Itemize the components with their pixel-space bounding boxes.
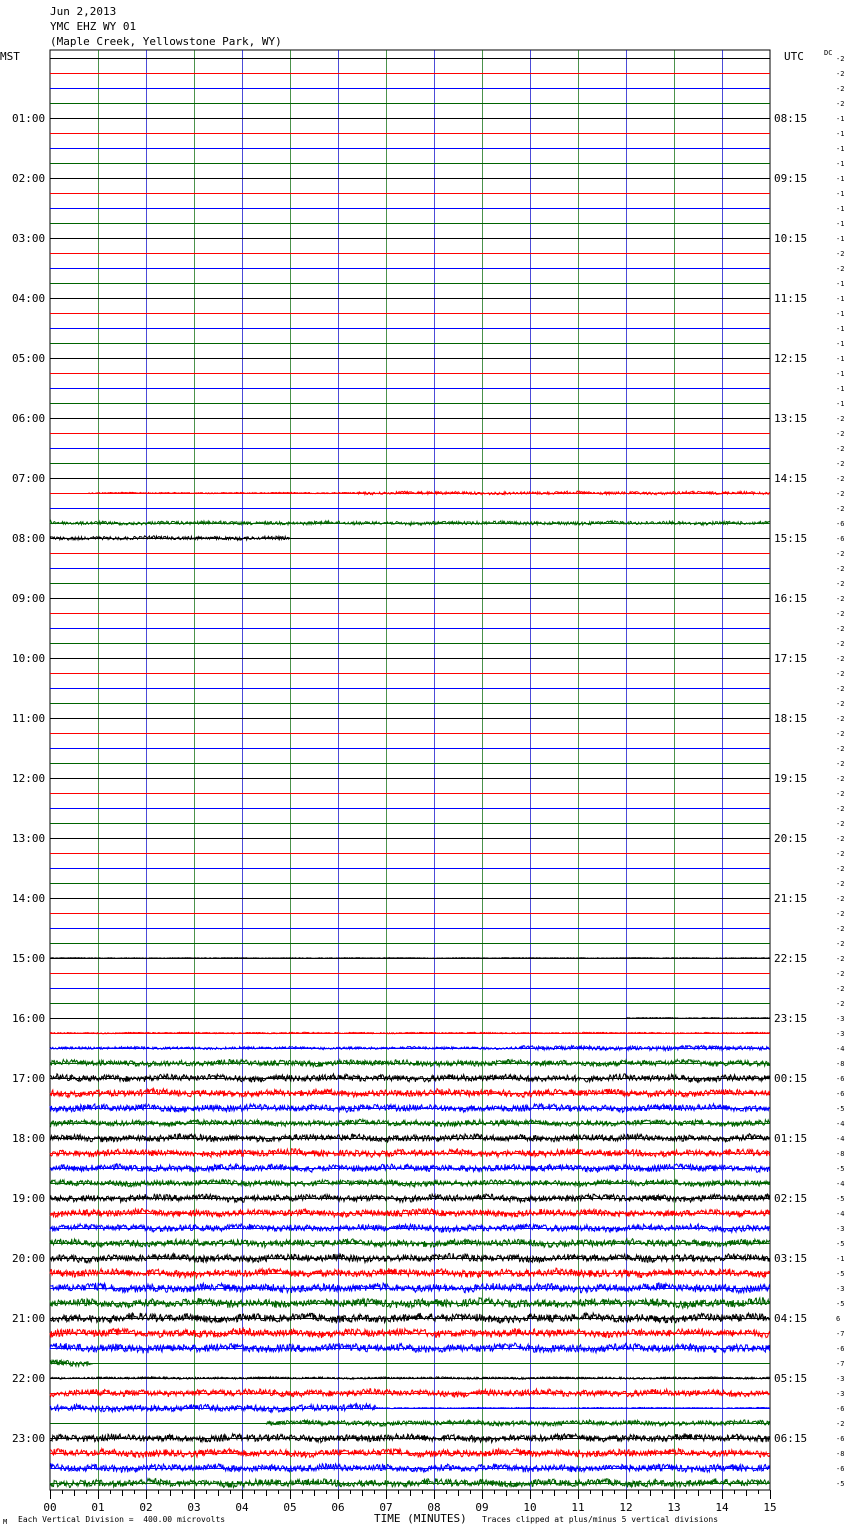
mst-hour-label: 23:00 [12,1432,46,1445]
dc-offset-label: -5 [836,1240,845,1248]
mst-hour-label: 07:00 [12,472,46,485]
dc-offset-label: -4 [836,1135,845,1143]
trace-signal [626,1018,770,1019]
dc-offset-label: -6 [836,1465,845,1473]
dc-offset-label: -2 [836,745,845,753]
dc-offset-label: -1 [836,400,845,408]
x-tick-label: 15 [763,1501,777,1514]
mst-hour-label: 21:00 [12,1312,46,1325]
dc-offset-label: -2 [836,460,845,468]
dc-offset-label: -5 [836,1195,845,1203]
trace-signal [50,1478,770,1487]
dc-offset-label: -2 [836,895,845,903]
right-timezone-label: UTC [784,50,804,63]
mst-hour-label: 05:00 [12,352,46,365]
dc-offset-label: -6 [836,1405,845,1413]
utc-hour-label: 17:15 [774,652,808,665]
dc-offset-label: -2 [836,970,845,978]
utc-hour-label: 16:15 [774,592,808,605]
trace-signal [357,491,769,495]
mst-hour-label: 20:00 [12,1252,46,1265]
trace-signal [50,1449,770,1458]
utc-hour-label: 14:15 [774,472,808,485]
mst-hour-label: 10:00 [12,652,46,665]
dc-offset-label: -1 [836,130,845,138]
dc-offset-label: -2 [836,550,845,558]
dc-offset-label: -6 [836,1345,845,1353]
dc-offset-label: -6 [836,520,845,528]
utc-hour-label: 22:15 [774,952,808,965]
utc-hour-label: 20:15 [774,832,808,845]
trace-signal [50,958,770,959]
dc-offset-label: -2 [836,70,845,78]
trace-signal [50,1209,770,1218]
dc-offset-label: -2 [836,85,845,93]
left-timezone-label: MST [0,50,20,63]
mst-hour-label: 14:00 [12,892,46,905]
trace-signal [50,1074,770,1082]
dc-offset-label: -2 [836,955,845,963]
dc-offset-label: -5 [836,1270,845,1278]
dc-offset-label: -1 [836,340,845,348]
dc-offset-label: -2 [836,910,845,918]
utc-hour-label: 19:15 [774,772,808,785]
dc-offset-label: -4 [836,1180,845,1188]
x-tick-label: 14 [715,1501,729,1514]
dc-offset-label: -5 [836,1165,845,1173]
x-tick-label: 07 [379,1501,393,1514]
dc-offset-label: -2 [836,715,845,723]
utc-hour-label: 01:15 [774,1132,808,1145]
dc-offset-label: -5 [836,1105,845,1113]
x-tick-label: 00 [43,1501,57,1514]
mst-hour-label: 18:00 [12,1132,46,1145]
dc-offset-label: -2 [836,55,845,63]
dc-offset-label: -2 [836,640,845,648]
dc-offset-label: -1 [836,190,845,198]
dc-offset-label: -2 [836,565,845,573]
dc-offset-label: -2 [836,820,845,828]
utc-hour-label: 12:15 [774,352,808,365]
mst-hour-label: 06:00 [12,412,46,425]
mst-hour-label: 12:00 [12,772,46,785]
dc-offset-label: -1 [836,145,845,153]
utc-hour-label: 09:15 [774,172,808,185]
trace-signal [50,1298,770,1308]
dc-offset-label: -3 [836,1225,845,1233]
dc-offset-label: -2 [836,940,845,948]
x-tick-label: 01 [91,1501,105,1514]
trace-signal [50,1089,770,1098]
utc-hour-label: 03:15 [774,1252,808,1265]
utc-hour-label: 08:15 [774,112,808,125]
dc-offset-label: -2 [836,265,845,273]
mst-hour-label: 04:00 [12,292,46,305]
dc-offset-label: -5 [836,1300,845,1308]
x-tick-label: 12 [619,1501,633,1514]
utc-hour-label: 11:15 [774,292,808,305]
dc-offset-label: -2 [836,250,845,258]
dc-offset-label: -1 [836,115,845,123]
dc-offset-label: -1 [836,1255,845,1263]
trace-signal [50,1059,770,1066]
dc-offset-label: -2 [836,610,845,618]
dc-offset-label: -2 [836,595,845,603]
mst-hour-label: 19:00 [12,1192,46,1205]
dc-offset-label: -2 [836,880,845,888]
x-tick-label: 10 [523,1501,537,1514]
trace-signal [50,1283,770,1293]
dc-offset-label: -4 [836,1210,845,1218]
utc-hour-label: 10:15 [774,232,808,245]
dc-offset-label: -1 [836,175,845,183]
dc-offset-label: -4 [836,1120,845,1128]
plot-date: Jun 2,2013 [50,5,117,18]
dc-offset-label: -1 [836,295,845,303]
dc-offset-label: -2 [836,100,845,108]
x-tick-label: 06 [331,1501,345,1514]
dc-label: DC [824,49,833,57]
dc-offset-label: -8 [836,1450,845,1458]
dc-offset-label: -3 [836,1285,845,1293]
dc-offset-label: -7 [836,1330,845,1338]
dc-offset-label: -8 [836,1150,845,1158]
dc-offset-label: -6 [836,1075,845,1083]
x-tick-label: 08 [427,1501,441,1514]
mst-hour-label: 15:00 [12,952,46,965]
mst-hour-label: 01:00 [12,112,46,125]
trace-signal [50,1164,770,1173]
utc-hour-label: 18:15 [774,712,808,725]
dc-offset-label: -2 [836,925,845,933]
trace-signal [50,536,289,540]
dc-offset-label: -2 [836,445,845,453]
dc-offset-label: -2 [836,865,845,873]
dc-offset-label: -1 [836,235,845,243]
dc-offset-label: -2 [836,985,845,993]
dc-offset-label: -2 [836,835,845,843]
dc-offset-label: -3 [836,1015,845,1023]
mst-hour-label: 17:00 [12,1072,46,1085]
mst-hour-label: 02:00 [12,172,46,185]
utc-hour-label: 04:15 [774,1312,808,1325]
utc-hour-label: 05:15 [774,1372,808,1385]
dc-offset-label: -6 [836,1435,845,1443]
dc-offset-label: -2 [836,670,845,678]
trace-signal [50,1360,93,1367]
mst-hour-label: 09:00 [12,592,46,605]
trace-signal [50,1149,770,1158]
scale-note: Each Vertical Division = 400.00 microvolts [18,1515,226,1524]
dc-offset-label: 6 [836,1315,841,1323]
dc-offset-label: -2 [836,685,845,693]
mst-hour-label: 16:00 [12,1012,46,1025]
dc-offset-label: -3 [836,1375,845,1383]
dc-offset-label: -2 [836,760,845,768]
x-tick-label: 03 [187,1501,201,1514]
utc-hour-label: 13:15 [774,412,808,425]
mst-hour-label: 11:00 [12,712,46,725]
station-code: YMC EHZ WY 01 [50,20,137,33]
dc-offset-label: -8 [836,1060,845,1068]
utc-hour-label: 21:15 [774,892,808,905]
dc-offset-label: -5 [836,1480,845,1488]
mst-hour-label: 03:00 [12,232,46,245]
trace-signal [50,1194,770,1202]
dc-offset-label: -1 [836,310,845,318]
dc-offset-label: -2 [836,775,845,783]
x-tick-label: 13 [667,1501,681,1514]
mst-hour-label: 08:00 [12,532,46,545]
dc-offset-label: -4 [836,1045,845,1053]
dc-offset-label: -2 [836,730,845,738]
x-tick-label: 02 [139,1501,153,1514]
trace-signal [50,1433,770,1442]
dc-offset-label: -2 [836,790,845,798]
utc-hour-label: 06:15 [774,1432,808,1445]
x-tick-label: 11 [571,1501,585,1514]
dc-offset-label: -6 [836,1090,845,1098]
dc-offset-label: -1 [836,355,845,363]
x-tick-label: 09 [475,1501,489,1514]
dc-offset-label: -1 [836,280,845,288]
dc-offset-label: -2 [836,1420,845,1428]
dc-offset-label: -2 [836,505,845,513]
dc-offset-label: -2 [836,580,845,588]
mst-hour-label: 13:00 [12,832,46,845]
dc-offset-label: -3 [836,1030,845,1038]
trace-signal [520,1045,769,1050]
dc-offset-label: -2 [836,625,845,633]
utc-hour-label: 15:15 [774,532,808,545]
dc-offset-label: -2 [836,805,845,813]
footer-mark: M [3,1518,8,1526]
dc-offset-label: -6 [836,535,845,543]
x-tick-label: 05 [283,1501,297,1514]
utc-hour-label: 23:15 [774,1012,808,1025]
dc-offset-label: -1 [836,385,845,393]
dc-offset-label: -2 [836,430,845,438]
dc-offset-label: -2 [836,490,845,498]
x-axis-title: TIME (MINUTES) [374,1512,467,1525]
dc-offset-label: -2 [836,700,845,708]
mst-hour-label: 22:00 [12,1372,46,1385]
trace-signal [50,1134,770,1142]
dc-offset-label: -1 [836,325,845,333]
dc-offset-label: -1 [836,370,845,378]
utc-hour-label: 02:15 [774,1192,808,1205]
clip-note: Traces clipped at plus/minus 5 vertical divisions [482,1515,719,1524]
dc-offset-label: -7 [836,1360,845,1368]
dc-offset-label: -2 [836,655,845,663]
dc-offset-label: -2 [836,1000,845,1008]
dc-offset-label: -1 [836,220,845,228]
x-tick-label: 04 [235,1501,249,1514]
utc-hour-label: 00:15 [774,1072,808,1085]
dc-offset-label: -2 [836,415,845,423]
dc-offset-label: -1 [836,205,845,213]
dc-offset-label: -2 [836,475,845,483]
dc-offset-label: -3 [836,1390,845,1398]
station-location: (Maple Creek, Yellowstone Park, WY) [50,35,282,48]
trace-signal [88,492,357,493]
dc-offset-label: -2 [836,850,845,858]
dc-offset-label: -1 [836,160,845,168]
